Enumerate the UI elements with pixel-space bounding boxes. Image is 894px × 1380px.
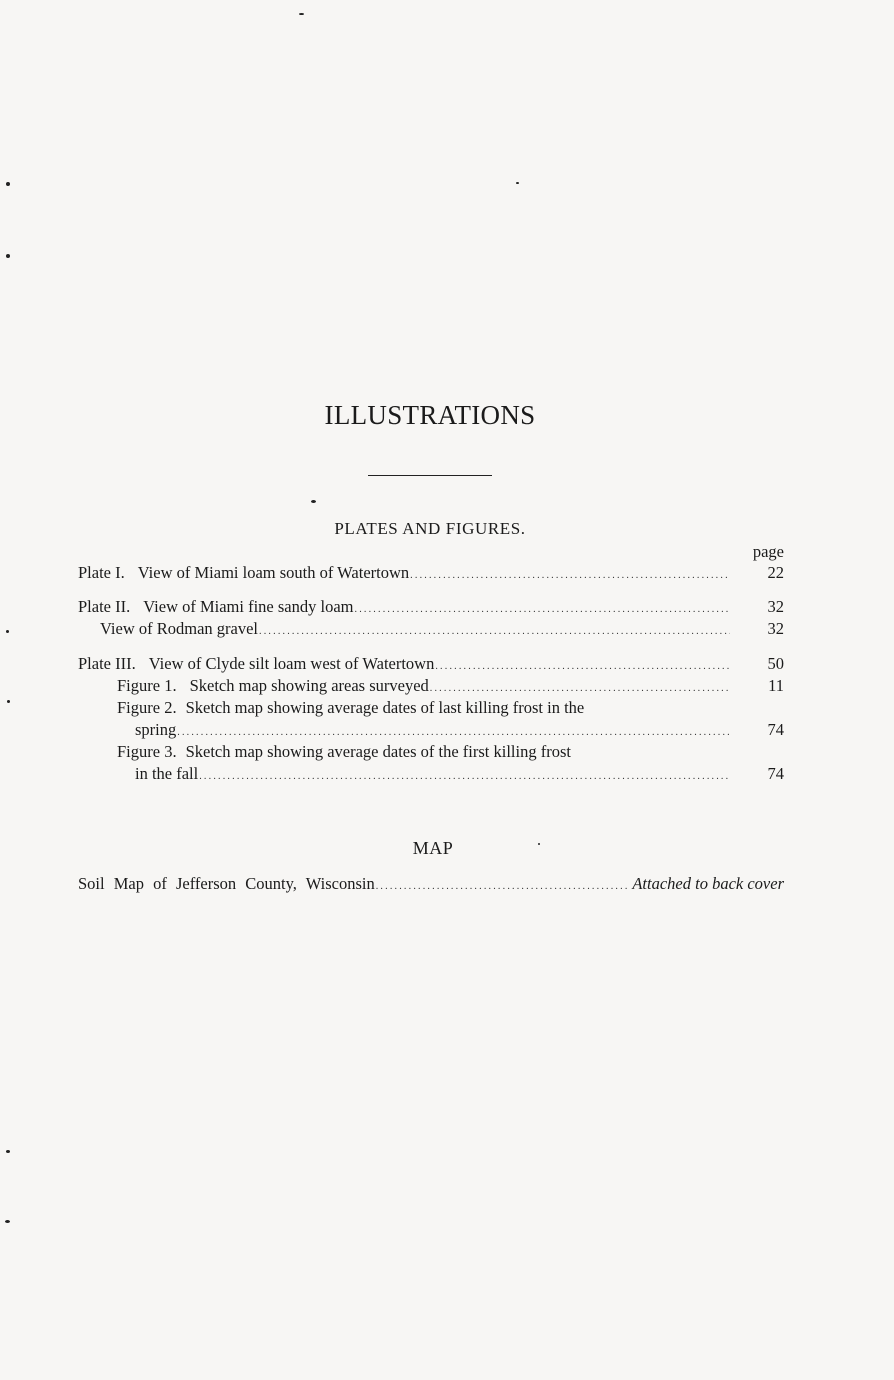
entry-page-number: 74 (767, 764, 784, 783)
scan-speck (6, 1150, 10, 1153)
entry-text: Soil Map of Jefferson County, Wisconsin (78, 874, 375, 893)
entry-text: View of Clyde silt loam west of Watertown (148, 654, 435, 673)
scan-speck (6, 182, 10, 186)
entry-page-number: 32 (767, 619, 784, 638)
scan-speck (6, 630, 9, 633)
toc-entry-plate-3 (78, 654, 784, 676)
entry-text: Sketch map showing average dates of last killing frost in the (185, 698, 585, 717)
scan-speck (299, 13, 304, 15)
scan-speck (6, 254, 10, 258)
toc-entry-figure-2-line-1 (117, 698, 584, 718)
entry-label: Plate III. (78, 654, 136, 673)
section-heading-map: MAP (412, 838, 454, 858)
dot-leader (199, 771, 730, 782)
entry-page-number: 74 (767, 720, 784, 739)
entry-label: Plate I. (78, 563, 125, 582)
scan-speck (516, 182, 519, 184)
entry-label: Figure 3. (117, 742, 177, 761)
toc-entry-figure-1 (117, 676, 784, 698)
dot-leader (410, 570, 730, 581)
entry-label: Figure 1. (117, 676, 177, 695)
page-column-header: page (752, 542, 784, 561)
scan-speck (538, 843, 540, 845)
toc-entry-plate-1 (78, 563, 784, 585)
toc-entry-plate-2 (78, 597, 784, 619)
section-heading-plates: PLATES AND FIGURES. (334, 519, 526, 538)
toc-entry-figure-3-line-1 (117, 742, 571, 762)
entry-text: View of Rodman gravel (100, 619, 259, 638)
dot-leader (376, 881, 631, 892)
toc-entry-figure-3-line-2 (135, 764, 784, 786)
dot-leader (430, 683, 730, 694)
dot-leader (435, 661, 730, 672)
entry-continuation: in the fall (135, 764, 199, 783)
entry-text: View of Miami fine sandy loam (143, 597, 354, 616)
scan-speck (311, 500, 316, 503)
dot-leader (355, 604, 731, 615)
entry-continuation: spring (135, 720, 177, 739)
entry-page-number: 22 (767, 563, 784, 582)
entry-text: View of Miami loam south of Watertown (137, 563, 410, 582)
toc-entry-soil-map (78, 874, 784, 896)
dot-leader (259, 626, 730, 637)
entry-text: Sketch map showing areas surveyed (189, 676, 429, 695)
dot-leader (177, 727, 730, 738)
entry-label: Plate II. (78, 597, 131, 616)
page-title: ILLUSTRATIONS (324, 400, 536, 430)
entry-page-number: 32 (767, 597, 784, 616)
scan-speck (7, 700, 10, 703)
entry-page-number: 50 (767, 654, 784, 673)
entry-text: Sketch map showing average dates of the first killing frost (185, 742, 571, 761)
entry-location: Attached to back cover (632, 874, 784, 893)
toc-entry-figure-2-line-2 (135, 720, 784, 742)
toc-entry-rodman-gravel (100, 619, 784, 641)
title-divider (368, 475, 492, 476)
scan-speck (5, 1220, 10, 1223)
entry-label: Figure 2. (117, 698, 177, 717)
entry-page-number: 11 (768, 676, 784, 695)
